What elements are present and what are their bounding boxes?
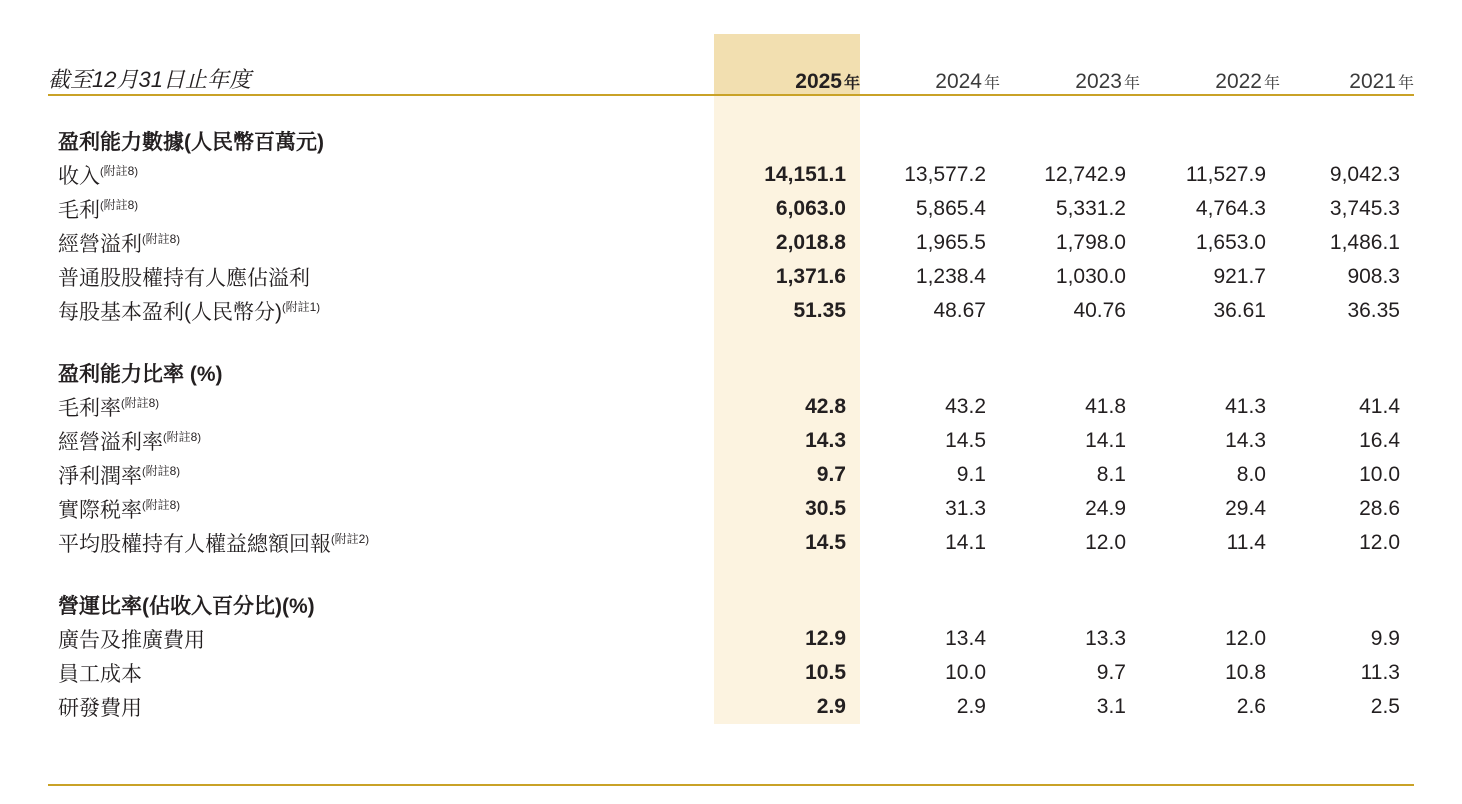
row-label [48, 690, 714, 724]
cell-2022: 2.6 [1236, 695, 1266, 718]
cell-2024: 14.5 [945, 429, 986, 452]
row-label [48, 492, 714, 526]
cell-2021: 3,745.3 [1329, 197, 1400, 220]
cell-2024: 2.9 [956, 695, 986, 718]
cell-2022: 29.4 [1225, 497, 1266, 520]
row-label-note: (附註8) [142, 232, 181, 246]
row-label-text: 經營溢利 [58, 233, 142, 256]
header-year-2022 [1140, 34, 1280, 95]
cell-2025: 2,018.8 [714, 226, 860, 260]
section-title: 盈利能力比率 (%) [58, 363, 223, 386]
spacer-cell [48, 95, 714, 118]
spacer-cell [1140, 328, 1280, 350]
cell-2023: 12,742.9 [1044, 163, 1126, 186]
cell-2025: 14,151.1 [714, 158, 860, 192]
header-year-2021-suffix: 年 [1397, 75, 1414, 92]
row-label-text: 收入 [58, 165, 100, 188]
section-blank [860, 350, 1000, 390]
table-row [48, 294, 1414, 328]
spacer-cell [860, 560, 1000, 582]
row-label [48, 424, 714, 458]
spacer-cell [1000, 560, 1140, 582]
section-blank [1000, 582, 1140, 622]
section-header-row [48, 350, 1414, 390]
row-label-note: (附註8) [121, 396, 160, 410]
spacer-row [48, 328, 1414, 350]
cell-2024: 14.1 [945, 531, 986, 554]
cell-2021: 16.4 [1359, 429, 1400, 452]
cell-2021: 11.3 [1360, 661, 1400, 684]
section-blank [1140, 582, 1280, 622]
cell-2023: 8.1 [1096, 463, 1126, 486]
cell-2023: 3.1 [1096, 695, 1126, 718]
cell-2025: 9.7 [714, 458, 860, 492]
table-header [48, 34, 1414, 95]
table-body [48, 95, 1414, 724]
table-row [48, 690, 1414, 724]
cell-2024: 43.2 [945, 395, 986, 418]
cell-2022: 11.4 [1226, 531, 1266, 554]
table-row [48, 260, 1414, 294]
table-row [48, 458, 1414, 492]
row-label [48, 226, 714, 260]
financial-summary-page [0, 34, 1462, 804]
cell-2024: 1,238.4 [915, 265, 986, 288]
spacer-cell-current [714, 95, 860, 118]
spacer-cell [1280, 560, 1414, 582]
cell-2025: 1,371.6 [714, 260, 860, 294]
cell-2025: 42.8 [714, 390, 860, 424]
row-label [48, 656, 714, 690]
row-label-text: 實際税率 [58, 499, 142, 522]
cell-2023: 9.7 [1096, 661, 1126, 684]
header-year-2022-suffix: 年 [1263, 75, 1280, 92]
row-label-note: (附註2) [331, 532, 370, 546]
bottom-rule [48, 784, 1414, 786]
spacer-cell [1000, 95, 1140, 118]
section-blank [1140, 118, 1280, 158]
spacer-cell [860, 95, 1000, 118]
cell-2024: 13,577.2 [904, 163, 986, 186]
financial-highlights-table [48, 34, 1414, 724]
table-row [48, 526, 1414, 560]
row-label-note: (附註8) [100, 198, 139, 212]
cell-2024: 48.67 [933, 299, 986, 322]
section-blank-current [714, 118, 860, 158]
section-blank [1140, 350, 1280, 390]
header-year-2023-value: 2023 [1075, 70, 1122, 93]
table-row [48, 390, 1414, 424]
row-label-note: (附註8) [163, 430, 202, 444]
cell-2021: 41.4 [1359, 395, 1400, 418]
header-year-2025-suffix: 年 [843, 75, 860, 92]
spacer-row [48, 560, 1414, 582]
cell-2024: 9.1 [956, 463, 986, 486]
cell-2023: 5,331.2 [1055, 197, 1126, 220]
cell-2022: 36.61 [1213, 299, 1266, 322]
section-blank-current [714, 350, 860, 390]
table-row [48, 622, 1414, 656]
section-blank [1280, 350, 1414, 390]
row-label-text: 淨利潤率 [58, 465, 142, 488]
spacer-cell-current [714, 560, 860, 582]
cell-2023: 41.8 [1085, 395, 1126, 418]
section-header-row [48, 118, 1414, 158]
table-row [48, 226, 1414, 260]
cell-2022: 14.3 [1225, 429, 1266, 452]
cell-2024: 1,965.5 [915, 231, 986, 254]
spacer-cell [48, 560, 714, 582]
row-label-text: 每股基本盈利(人民幣分) [58, 301, 282, 324]
header-row [48, 34, 1414, 95]
section-blank [1280, 582, 1414, 622]
spacer-cell [1000, 328, 1140, 350]
row-label-text: 廣告及推廣費用 [58, 629, 205, 652]
table-row [48, 492, 1414, 526]
row-label-text: 經營溢利率 [58, 431, 163, 454]
row-label-text: 研發費用 [58, 697, 142, 720]
cell-2021: 908.3 [1347, 265, 1400, 288]
row-label-text: 毛利 [58, 199, 100, 222]
row-label [48, 192, 714, 226]
cell-2023: 40.76 [1073, 299, 1126, 322]
cell-2023: 12.0 [1085, 531, 1126, 554]
spacer-cell [1140, 560, 1280, 582]
spacer-cell-current [714, 328, 860, 350]
cell-2025: 10.5 [714, 656, 860, 690]
row-label [48, 458, 714, 492]
cell-2021: 36.35 [1347, 299, 1400, 322]
cell-2025: 12.9 [714, 622, 860, 656]
row-label-note: (附註8) [142, 498, 181, 512]
section-title: 營運比率(佔收入百分比)(%) [58, 595, 315, 618]
header-year-2023-suffix: 年 [1123, 75, 1140, 92]
header-year-2025-value: 2025 [795, 70, 842, 93]
header-year-2024 [860, 34, 1000, 95]
row-label [48, 260, 714, 294]
spacer-cell [1280, 328, 1414, 350]
cell-2022: 4,764.3 [1195, 197, 1266, 220]
cell-2025: 14.3 [714, 424, 860, 458]
header-year-2023 [1000, 34, 1140, 95]
section-blank [860, 582, 1000, 622]
cell-2023: 13.3 [1085, 627, 1126, 650]
cell-2021: 9.9 [1370, 627, 1400, 650]
cell-2024: 31.3 [945, 497, 986, 520]
cell-2025: 14.5 [714, 526, 860, 560]
section-blank [1000, 350, 1140, 390]
cell-2022: 921.7 [1213, 265, 1266, 288]
cell-2024: 10.0 [945, 661, 986, 684]
row-label [48, 622, 714, 656]
cell-2023: 24.9 [1085, 497, 1126, 520]
cell-2021: 9,042.3 [1329, 163, 1400, 186]
row-label [48, 526, 714, 560]
spacer-cell [48, 328, 714, 350]
cell-2022: 8.0 [1236, 463, 1266, 486]
cell-2022: 10.8 [1225, 661, 1266, 684]
cell-2024: 5,865.4 [915, 197, 986, 220]
section-blank [1280, 118, 1414, 158]
row-label [48, 158, 714, 192]
cell-2021: 10.0 [1359, 463, 1400, 486]
spacer-cell [1140, 95, 1280, 118]
cell-2023: 1,030.0 [1055, 265, 1126, 288]
table-row [48, 158, 1414, 192]
cell-2021: 1,486.1 [1329, 231, 1400, 254]
cell-2025: 2.9 [714, 690, 860, 724]
section-header-row [48, 582, 1414, 622]
cell-2022: 12.0 [1225, 627, 1266, 650]
cell-2022: 1,653.0 [1195, 231, 1266, 254]
header-period-label: 截至12月31日止年度 [48, 34, 714, 95]
cell-2022: 11,527.9 [1185, 163, 1266, 186]
cell-2024: 13.4 [945, 627, 986, 650]
header-year-2022-value: 2022 [1215, 70, 1262, 93]
cell-2025: 6,063.0 [714, 192, 860, 226]
cell-2022: 41.3 [1225, 395, 1266, 418]
spacer-cell [860, 328, 1000, 350]
cell-2023: 1,798.0 [1055, 231, 1126, 254]
cell-2021: 2.5 [1370, 695, 1400, 718]
row-label [48, 390, 714, 424]
table-row [48, 424, 1414, 458]
row-label-text: 平均股權持有人權益總額回報 [58, 533, 331, 556]
cell-2025: 30.5 [714, 492, 860, 526]
row-label-note: (附註1) [282, 300, 321, 314]
header-year-2024-value: 2024 [935, 70, 982, 93]
row-label-text: 普通股股權持有人應佔溢利 [58, 267, 310, 290]
cell-2021: 12.0 [1359, 531, 1400, 554]
section-blank-current [714, 582, 860, 622]
header-year-2024-suffix: 年 [983, 75, 1000, 92]
cell-2023: 14.1 [1085, 429, 1126, 452]
header-year-2021-value: 2021 [1349, 70, 1396, 93]
row-label-text: 員工成本 [58, 663, 142, 686]
cell-2025: 51.35 [714, 294, 860, 328]
header-year-2025 [714, 34, 860, 95]
section-title: 盈利能力數據(人民幣百萬元) [58, 131, 324, 154]
spacer-cell [1280, 95, 1414, 118]
row-label-note: (附註8) [100, 164, 139, 178]
section-blank [860, 118, 1000, 158]
table-row [48, 656, 1414, 690]
cell-2021: 28.6 [1359, 497, 1400, 520]
row-label-note: (附註8) [142, 464, 181, 478]
table-row [48, 192, 1414, 226]
section-blank [1000, 118, 1140, 158]
row-label [48, 294, 714, 328]
row-label-text: 毛利率 [58, 397, 121, 420]
header-year-2021 [1280, 34, 1414, 95]
spacer-row [48, 95, 1414, 118]
